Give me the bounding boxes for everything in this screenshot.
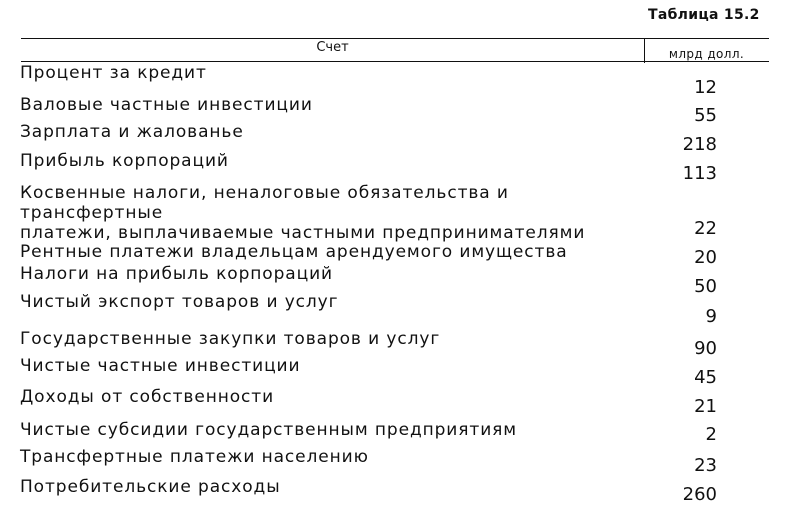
row-value: 50 [694, 276, 717, 297]
row-label: Валовые частные инвестиции [20, 95, 313, 115]
row-value: 21 [694, 396, 717, 417]
row-label: Процент за кредит [20, 63, 207, 83]
column-header-unit: млрд долл. [668, 47, 745, 61]
row-label: Косвенные налоги, неналоговые обязательства и трансфертные платежи, выплачиваемые частными предпринимателями [20, 183, 586, 243]
row-label: Прибыль корпораций [20, 151, 229, 171]
table-caption: Таблица 15.2 [648, 7, 760, 23]
table-top-rule [21, 38, 769, 39]
row-label: Государственные закупки товаров и услуг [20, 329, 441, 349]
row-label: Доходы от собственности [20, 387, 275, 407]
row-label: Чистый экспорт товаров и услуг [20, 292, 339, 312]
row-label: Потребительские расходы [20, 477, 281, 497]
table-header-rule [21, 61, 769, 62]
column-header-account: Счет [316, 40, 349, 55]
row-label: Чистые частные инвестиции [20, 356, 301, 376]
row-value: 20 [694, 247, 717, 268]
row-value: 260 [682, 484, 717, 505]
row-value: 113 [682, 163, 717, 184]
row-value: 2 [705, 424, 717, 445]
row-value: 218 [682, 134, 717, 155]
row-value: 9 [705, 306, 717, 327]
row-value: 12 [694, 77, 717, 98]
row-label: Рентные платежи владельцам арендуемого имущества [20, 242, 568, 262]
row-label: Трансфертные платежи населению [20, 447, 369, 467]
row-value: 23 [694, 455, 717, 476]
row-label: Чистые субсидии государственным предприятиям [20, 420, 517, 440]
row-value: 55 [694, 105, 717, 126]
row-value: 90 [694, 338, 717, 359]
row-label: Налоги на прибыль корпораций [20, 264, 333, 284]
row-label: Зарплата и жалованье [20, 122, 244, 142]
row-value: 22 [694, 218, 717, 239]
row-value: 45 [694, 367, 717, 388]
